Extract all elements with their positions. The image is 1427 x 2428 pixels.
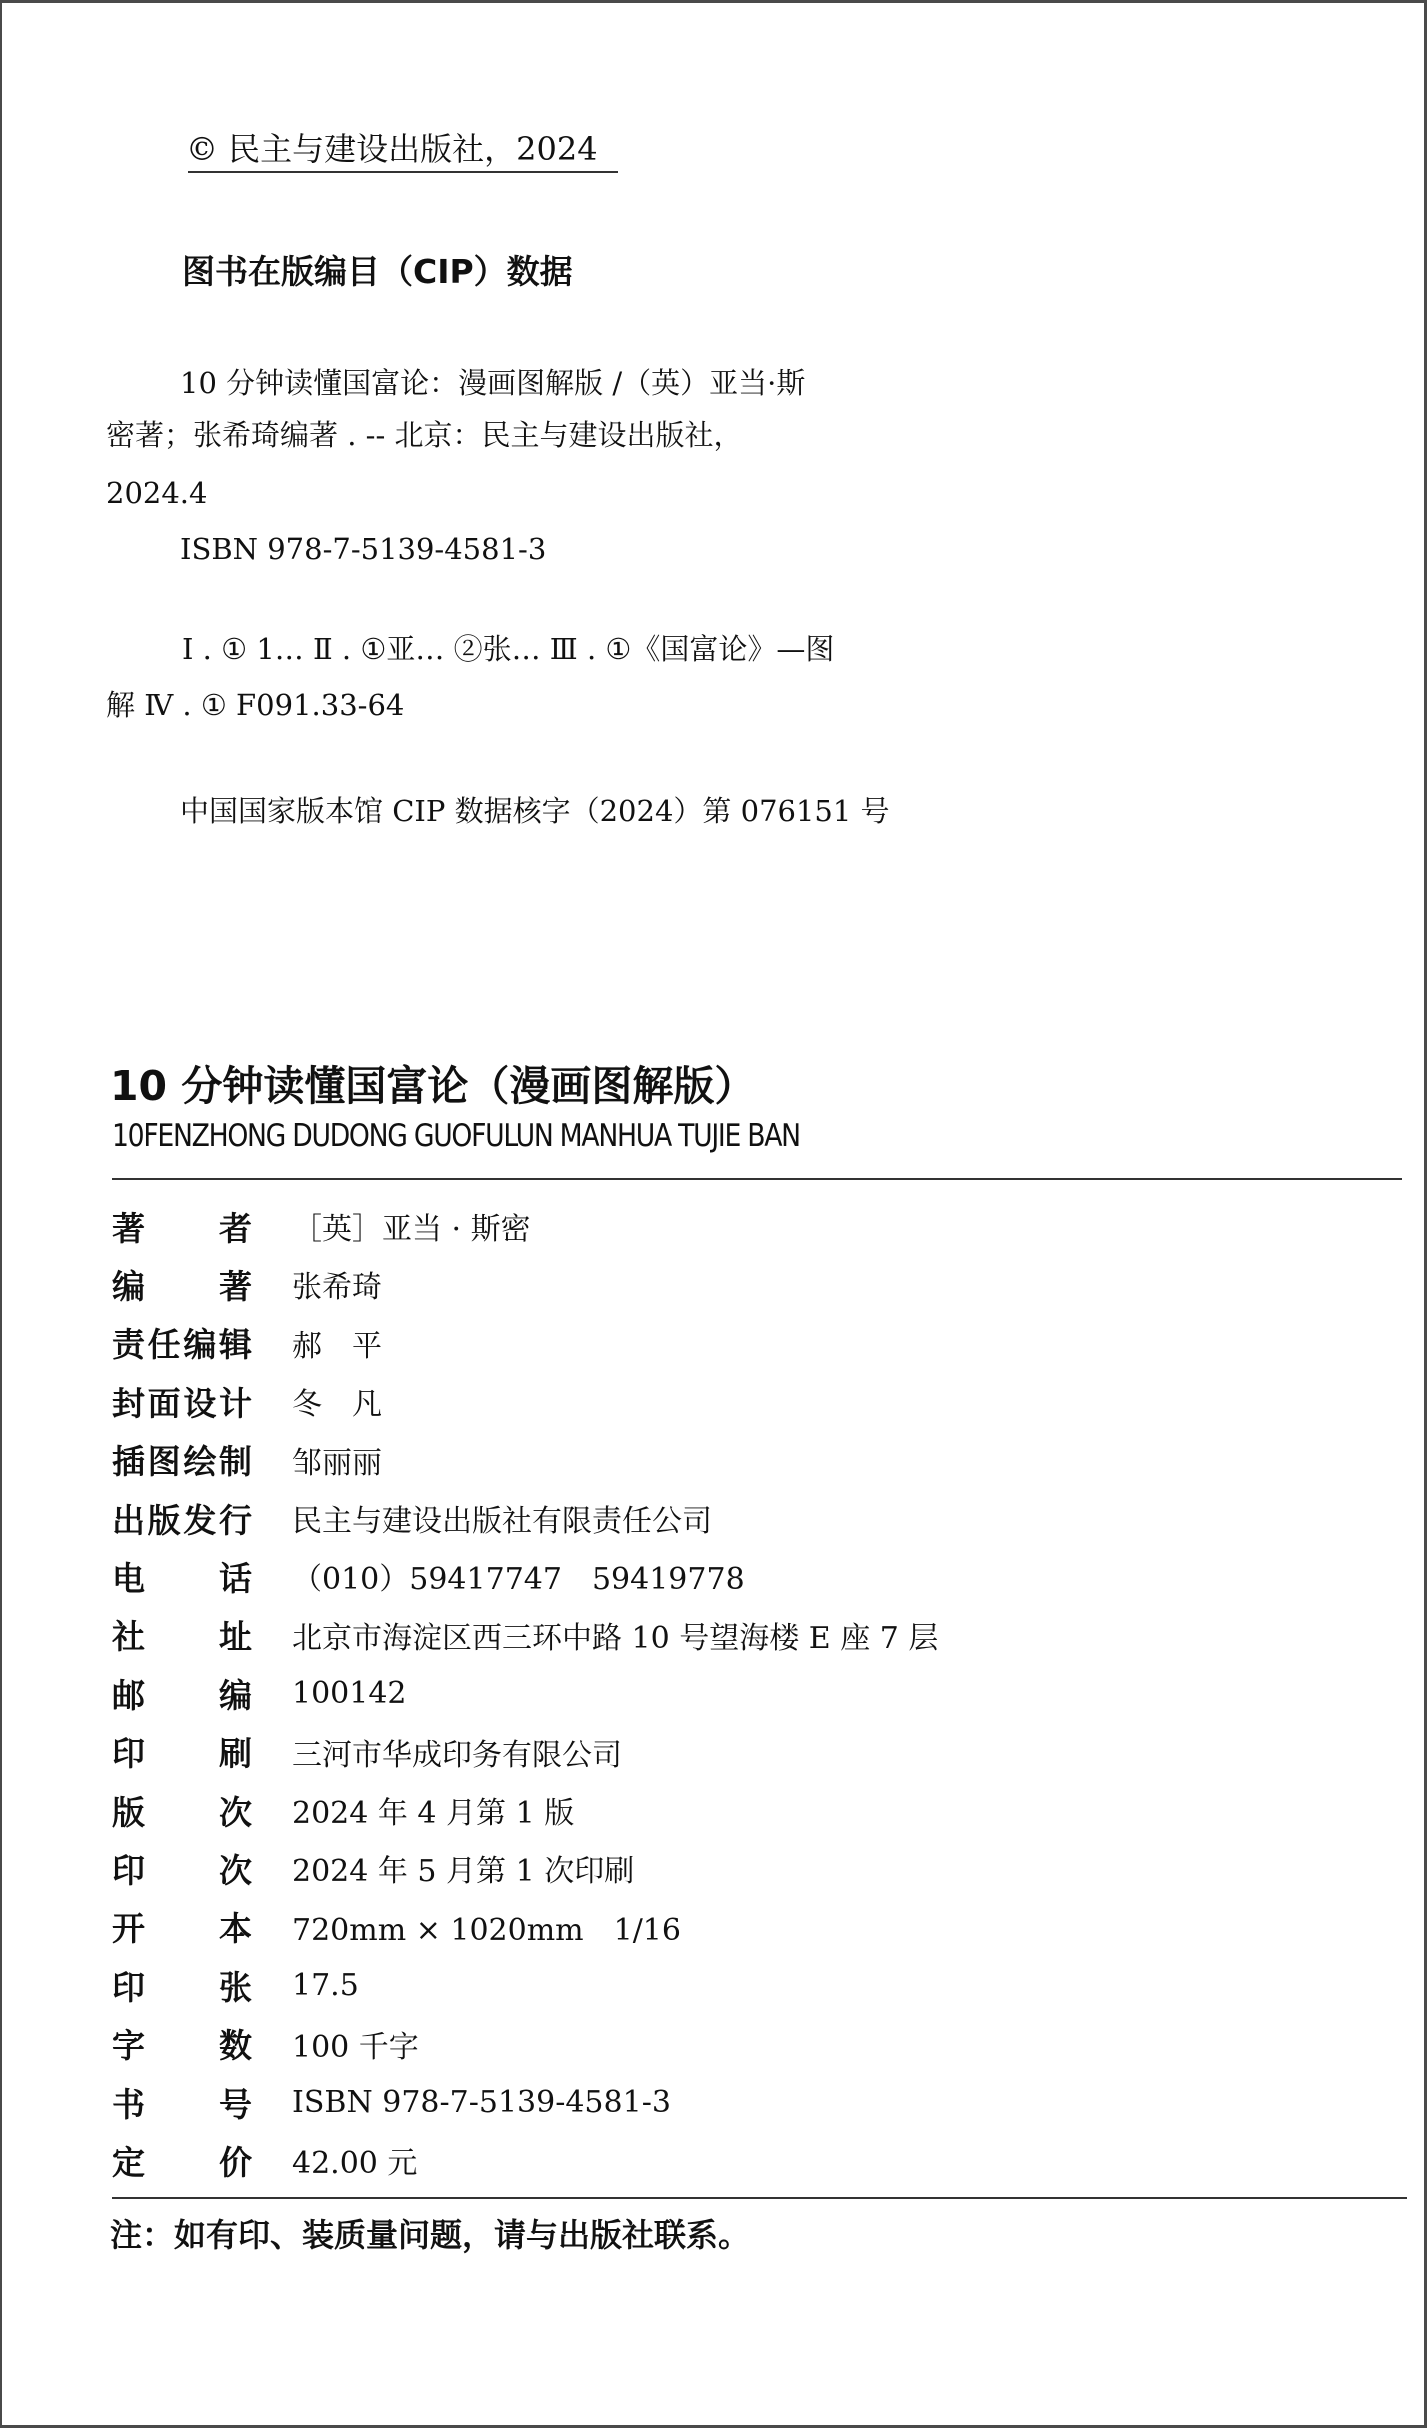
detail-row (112, 1381, 382, 1421)
detail-label-char: 插 (112, 1442, 145, 1482)
detail-value: 100 千字 (292, 2029, 419, 2065)
detail-label-char: 任 (147, 1325, 181, 1365)
copyright-line: © 民主与建设出版社，2024 (186, 130, 598, 168)
detail-label-char: 开 (112, 1909, 145, 1949)
detail-row (112, 2024, 419, 2064)
detail-label-char: 印 (112, 1850, 145, 1890)
detail-row (112, 1440, 382, 1480)
detail-row (112, 2082, 671, 2122)
detail-value: ISBN 978-7-5139-4581-3 (292, 2084, 671, 2120)
detail-label-char: 图 (147, 1442, 181, 1482)
detail-label-char: 定 (112, 2142, 145, 2182)
detail-label-char: 辑 (218, 1325, 252, 1365)
detail-value: 张希琦 (292, 1270, 382, 1306)
detail-label-char: 印 (112, 1734, 145, 1774)
detail-value: 2024 年 5 月第 1 次印刷 (292, 1854, 635, 1890)
detail-label-char: 址 (219, 1617, 252, 1657)
detail-label-char: 面 (147, 1383, 181, 1423)
detail-row (112, 1790, 574, 1830)
detail-label (112, 1728, 252, 1775)
divider-top (112, 1178, 1402, 1180)
detail-label-char: 次 (219, 1850, 252, 1890)
detail-value: 2024 年 4 月第 1 版 (292, 1796, 575, 1831)
detail-label (112, 1553, 252, 1600)
detail-label-char: 者 (219, 1208, 252, 1248)
detail-label-char: 话 (219, 1558, 252, 1598)
detail-row (112, 1206, 531, 1246)
detail-label (112, 1962, 252, 2009)
detail-label (112, 1787, 252, 1834)
detail-row (112, 1907, 681, 1947)
detail-value: 17.5 (292, 1967, 359, 2003)
detail-value: 三河市华成印务有限公司 (292, 1737, 622, 1773)
detail-row (112, 1848, 634, 1888)
detail-label-char: 刷 (219, 1734, 252, 1774)
detail-label (112, 2079, 252, 2126)
detail-row (112, 1556, 745, 1596)
detail-label-char: 设 (183, 1383, 217, 1423)
detail-label-char: 字 (112, 2026, 145, 2066)
detail-row (112, 1615, 938, 1655)
detail-label-char: 张 (219, 1967, 252, 2007)
detail-label (112, 1319, 252, 1366)
detail-row (112, 1965, 359, 2005)
cip-heading: 图书在版编目（CIP）数据 (182, 252, 573, 291)
detail-label (112, 1436, 252, 1483)
detail-value: 720mm × 1020mm 1/16 (292, 1912, 681, 1948)
detail-value: （010）59417747 59419778 (292, 1562, 745, 1598)
detail-label-char: 著 (112, 1208, 145, 1248)
detail-label-char: 价 (219, 2142, 252, 2182)
cip-classification-line-1: Ⅰ . ① 1… Ⅱ . ①亚… ②张… Ⅲ . ①《国富论》—图 (182, 632, 835, 666)
detail-label-char: 印 (112, 1967, 145, 2007)
detail-label-char: 书 (112, 2084, 145, 2124)
detail-row (112, 1673, 407, 1713)
detail-value: 邹丽丽 (292, 1445, 382, 1481)
cip-isbn-line: ISBN 978-7-5139-4581-3 (180, 532, 547, 566)
book-title: 10 分钟读懂国富论（漫画图解版） (110, 1062, 756, 1110)
detail-value: 郝 平 (292, 1328, 382, 1364)
cip-verification-line: 中国国家版本馆 CIP 数据核字（2024）第 076151 号 (180, 794, 890, 828)
detail-label (112, 1845, 252, 1892)
detail-label-char: 编 (183, 1325, 217, 1365)
detail-label-char: 编 (219, 1675, 252, 1715)
detail-label (112, 1261, 252, 1308)
detail-label-char: 数 (219, 2026, 252, 2066)
detail-value: 民主与建设出版社有限责任公司 (292, 1504, 712, 1539)
detail-label-char: 本 (219, 1909, 252, 1949)
detail-label-char: 责 (112, 1325, 145, 1365)
detail-value: 42.00 元 (292, 2146, 418, 2182)
detail-label-char: 行 (218, 1500, 252, 1540)
detail-label-char: 制 (218, 1442, 252, 1482)
detail-label (112, 1670, 252, 1717)
cip-record-line-2: 密著；张希琦编著 . -- 北京：民主与建设出版社， (106, 418, 743, 452)
detail-row (112, 2140, 417, 2180)
detail-label-char: 封 (112, 1383, 145, 1423)
book-title-pinyin: 10FENZHONG DUDONG GUOFULUN MANHUA TUJIE BAN (112, 1118, 800, 1154)
detail-row (112, 1732, 622, 1772)
detail-label-char: 绘 (183, 1442, 217, 1482)
detail-label-char: 社 (112, 1617, 145, 1657)
detail-label-char: 版 (147, 1500, 181, 1540)
detail-value: 冬 凡 (292, 1387, 382, 1423)
detail-label-char: 发 (183, 1500, 217, 1540)
cip-classification-line-2: 解 Ⅳ . ① F091.33-64 (106, 688, 405, 722)
detail-value: ［英］亚当 · 斯密 (292, 1212, 531, 1247)
detail-row (112, 1264, 382, 1304)
detail-value: 北京市海淀区西三环中路 10 号望海楼 E 座 7 层 (292, 1620, 939, 1656)
detail-label-char: 邮 (112, 1675, 145, 1715)
detail-row (112, 1498, 712, 1538)
detail-label-char: 著 (219, 1266, 252, 1306)
detail-label (112, 2137, 252, 2184)
detail-label-char: 电 (112, 1558, 145, 1598)
detail-label-char: 版 (112, 1792, 145, 1832)
detail-label-char: 出 (112, 1500, 145, 1540)
detail-label (112, 1378, 252, 1425)
detail-label (112, 2020, 252, 2067)
detail-label (112, 1903, 252, 1950)
cip-record-line-1: 10 分钟读懂国富论：漫画图解版 /（英）亚当·斯 (180, 366, 806, 400)
copyright-underline (188, 171, 618, 173)
detail-row (112, 1323, 382, 1363)
detail-label (112, 1203, 252, 1250)
detail-label (112, 1495, 252, 1542)
detail-label-char: 计 (218, 1383, 252, 1423)
detail-label-char: 编 (112, 1266, 145, 1306)
detail-label-char: 次 (219, 1792, 252, 1832)
cip-record-line-3: 2024.4 (106, 476, 208, 510)
detail-label-char: 号 (219, 2084, 252, 2124)
quality-note: 注：如有印、装质量问题，请与出版社联系。 (110, 2216, 751, 2254)
detail-value: 100142 (292, 1675, 407, 1711)
detail-label (112, 1611, 252, 1658)
divider-bottom (112, 2197, 1407, 2199)
